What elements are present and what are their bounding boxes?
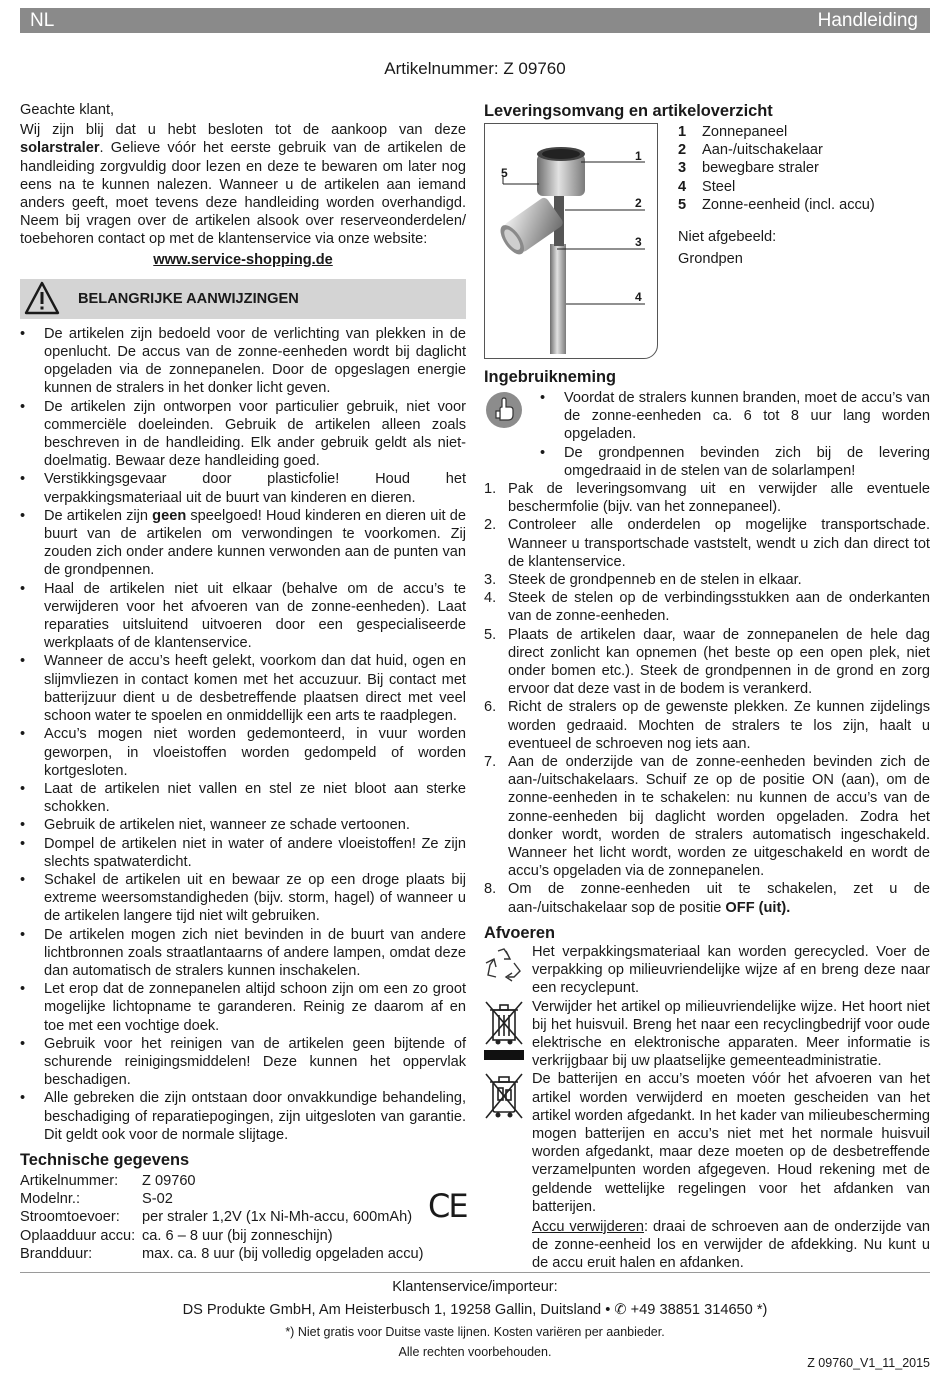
ce-mark-icon: CE [428, 1186, 467, 1225]
list-item: • De grondpennen bevinden zich bij de levering omgedraaid in de stelen van de solarlampen! [516, 444, 930, 480]
table-row: Artikelnummer: Z 09760 [20, 1172, 196, 1189]
list-item: • Laat de artikelen niet vallen en stel ze niet bloot aan sterke schokken. [20, 780, 466, 816]
list-item: • Gebruik de artikelen niet, wanneer ze schade vertoonen. [20, 816, 466, 834]
weee-bin-icon [484, 1000, 524, 1062]
list-item: 6. Richt de stralers op de gewenste plekken. Ze kunnen zijdelings worden gedraaid. Mochten de stralers te los zijn, haalt u eventueel de schroeven nog iets aan. [484, 699, 930, 752]
list-item: • De artikelen mogen zich niet bevinden in de buurt van andere lichtbronnen zoals straatlantaarns of andere lampen, omdat deze dan automatisch de stralers kunnen inschakelen. [20, 926, 466, 981]
disposal-packaging: Het verpakkingsmateriaal kan worden gerecycled. Voer de verpakking op milieuvriendelijke wijze af en breng deze naar een recyclepunt. [484, 943, 930, 998]
list-item: 2 Aan-/uitschakelaar [678, 142, 823, 159]
list-item: • Let erop dat de zonnepanelen altijd schoon zijn om een zo groot mogelijke lichtopname te garanderen. Reinig ze daarom af en toe met een vochtige doek. [20, 980, 466, 1035]
disposal-batteries: De batterijen en accu’s moeten vóór het afvoeren van het artikel worden verwijderd en moeten gescheiden van het artikel worden afgedankt. In het kader van milieubescherming mogen batterijen en accu’s niet met het normale huisvuil worden afgedankt, maar deze moeten op de desbetreffende verzamelpunten worden afgegeven. Houd rekening met de geldende wettelijke regelingen voor het afdanken van batterijen. Accu verwijderen: draai de schroeven aan de onderzijde van de zonne-eenheid los en verwijder de afdekking. Nu kunt u de accu eruit halen en afdanken. [484, 1070, 930, 1272]
document-version: Z 09760_V1_11_2015 [807, 1356, 930, 1370]
list-item: 2. Controleer alle onderdelen op mogelijke transportschade. Wanneer u transportschade vaststelt, wendt u zich dan direct tot de klantenservice. [484, 517, 930, 570]
solar-spotlight-icon [485, 124, 658, 359]
delivery-section [484, 123, 930, 361]
language-code: NL [30, 10, 55, 31]
list-item: • Haal de artikelen niet uit elkaar (behalve om de accu’s te verwijderen voor het afvoeren van de zonne-eenheden). Laat reparaties uitsluitend uitvoeren door een gespecialiseerde werkplaats of de klantenservice. [20, 580, 466, 653]
footer-rights: Alle rechten voorbehouden. [398, 1345, 552, 1359]
list-item: 3. Steek de grondpenneb en de stelen in elkaar. [484, 572, 802, 589]
footer-service-label: Klantenservice/importeur: [392, 1279, 558, 1295]
list-item: 1. Pak de leveringsomvang uit en verwijder alle eventuele beschermfolie (bijv. van het zonnepaneel). [484, 481, 930, 516]
list-item: • De artikelen zijn ontworpen voor particulier gebruik, niet voor commerciële doeleinden. Gebruik de artikelen alleen zoals beschreven in de handleiding. Elk ander gebruik geldt als niet-doelmatig. Bewaar deze handleiding goed. [20, 398, 466, 471]
list-item: • Gebruik voor het reinigen van de artikelen geen bijtende of schurende reinigingsmiddelen! Deze kunnen het oppervlak beschadigen. [20, 1035, 466, 1090]
header-bar [20, 8, 930, 33]
right-column [484, 101, 930, 1273]
list-item: • Dompel de artikelen niet in water of andere vloeistoffen! Ze zijn slechts spatwaterdicht. [20, 835, 466, 871]
warning-triangle-icon [24, 281, 60, 315]
usage-steps [484, 480, 930, 917]
list-item: • Accu’s mogen niet worden gedemonteerd, in vuur worden geworpen, in vloeistoffen worden gedompeld of worden kortgesloten. [20, 725, 466, 780]
list-item: 4. Steek de stelen op de verbindingsstukken aan de onderkanten van de zonne-eenheden. [484, 590, 930, 625]
tech-specs-table [20, 1172, 466, 1263]
table-row: Oplaadduur accu: ca. 6 – 8 uur (bij zonneschijn) [20, 1227, 333, 1244]
delivery-title: Leveringsomvang en artikeloverzicht [484, 102, 773, 120]
list-item: • De artikelen zijn bedoeld voor de verlichting van plekken in de openlucht. De accus van de zonne-eenheden wordt bij daglicht opgeladen via de zonnepanelen. Door de opgeslagen energie kunnen de stralers in het donker licht geven. [20, 325, 466, 398]
article-number-title: Artikelnummer: Z 09760 [384, 59, 566, 78]
usage-notes [484, 389, 930, 480]
warnings-header [20, 279, 466, 319]
list-item: • De artikelen zijn geen speelgoed! Houd kinderen en dieren uit de buurt van de artikelen om verwondingen te voorkomen. Zij zouden zich onder andere kunnen verwonden aan de punten van de grondpennen. [20, 507, 466, 580]
list-item: • Verstikkingsgevaar door plasticfolie! Houd het verpakkingsmateriaal uit de buurt van kinderen en dieren. [20, 470, 466, 506]
disposal-weee: Verwijder het artikel op milieuvriendelijke wijze. Het hoort niet bij het huisvuil. Breng het naar een recyclingbedrijf voor oude elektrische en elektronische apparaten. Meer informatie is verkrijgbaar bij uw plaatselijke gemeenteadministratie. [484, 998, 930, 1071]
list-item: • Voordat de stralers kunnen branden, moet de accu’s van de zonne-eenheden ca. 6 tot 8 uur lang worden opgeladen. [516, 389, 930, 444]
footer-company: DS Produkte GmbH, Am Heisterbusch 1, 19258 Gallin, Duitsland • ✆ +49 38851 314650 *) [182, 1302, 768, 1318]
footer-divider [20, 1272, 930, 1273]
callout-1: 1 [635, 149, 642, 163]
list-item: 5. Plaats de artikelen daar, waar de zonnepanelen de hele dag direct zonlicht kan opnemen (het beste op een open plek, niet onder bomen etc.). Steek de grondpennen in de grond en zorg ervoor dat deze vast in de bodem is verankerd. [484, 626, 930, 698]
parts-list [678, 123, 930, 268]
footer-note: *) Niet gratis voor Duitse vaste lijnen. Kosten variëren per aanbieder. [285, 1325, 665, 1339]
recycle-icon [484, 945, 524, 985]
product-name: solarstraler [20, 140, 100, 157]
list-item: 8. Om de zonne-eenheden uit te schakelen, zet u de aan-/uitschakelaar sop de positie OFF (uit). [484, 881, 930, 916]
not-shown-label: Niet afgebeeld: [678, 229, 777, 246]
battery-bin-icon [484, 1072, 524, 1122]
list-item: • Alle gebreken die zijn ontstaan door onvakkundige behandeling, beschadiging of reparatiepogingen, zijn uitgesloten van garantie. Dit geldt ook voor de normale slijtage. [20, 1089, 466, 1144]
not-shown-item: Grondpen [678, 251, 743, 268]
list-item: 4 Steel [678, 178, 736, 195]
callout-3: 3 [635, 235, 642, 249]
website-link[interactable]: www.service-shopping.de [153, 251, 333, 268]
left-column [20, 101, 466, 1263]
list-item: • Wanneer de accu’s heeft gelekt, voorkom dan dat huid, ogen en slijmvliezen in contact komen met het accuzuur. Bij contact met batterijzuur dient u de desbetreffende plaatsen direct met veel schoon water te spoelen en onmiddellijk een arts te raadplegen. [20, 652, 466, 725]
table-row: Modelnr.: S-02 [20, 1191, 173, 1208]
list-item: 1 Zonnepaneel [678, 124, 788, 140]
callout-5: 5 [501, 166, 508, 180]
list-item: • Schakel de artikelen uit en bewaar ze op een droge plaats bij extreme weersomstandigheden (bijv. storm, hagel) of wanneer u de artikelen langere tijd niet wilt gebruiken. [20, 871, 466, 926]
callout-2: 2 [635, 196, 642, 210]
list-item: 7. Aan de onderzijde van de zonne-eenheden bevinden zich de aan-/uitschakelaars. Schuif ze op de positie ON (aan), om de zonne-eenheden in te schakelen: nu kunnen de accu’s van de zonne-eenheden bij daglicht worden opgeladen. Zodra het donker wordt, worden de stralers automatisch ingeschakeld. Wanneer het licht wordt, worden ze uitgeschakeld en wordt de accu’s opgeladen via de zonnepanelen. [484, 754, 930, 880]
document-type: Handleiding [817, 10, 918, 31]
tech-specs-title: Technische gegevens [20, 1150, 190, 1169]
warnings-title: BELANGRIJKE AANWIJZINGEN [78, 290, 299, 307]
callout-4: 4 [635, 290, 642, 304]
product-illustration [484, 123, 658, 359]
table-row: Stroomtoevoer: per straler 1,2V (1x Ni-Mh-accu, 600mAh) [20, 1209, 413, 1226]
intro-paragraph: Wij zijn blij dat u hebt besloten tot de aankoop van deze solarstraler. Gelieve vóór het eerste gebruik van de artikelen de handleiding zorgvuldig door lezen en deze te bewaren om later nog eens na te kunnen nalezen. Wanneer u de artikelen aan iemand anders geeft, moet tevens deze handleiding worden overhandigd. Neem bij vragen over de artikelen alsook over reserveonderdelen/ toebehoren contact op met de klantenservice via onze website: [20, 122, 466, 248]
warnings-list [20, 325, 466, 1144]
battery-removal: Accu verwijderen: draai de schroeven aan de onderzijde van de zonne-eenheid los en verwijder de afdekking. Nu kunt u de accu eruit halen en afdanken. [532, 1218, 931, 1272]
list-item: 5 Zonne-eenheid (incl. accu) [678, 196, 875, 213]
list-item: 3 bewegbare straler [678, 160, 819, 177]
usage-title: Ingebruikneming [484, 368, 617, 386]
greeting: Geachte klant, [20, 102, 115, 118]
table-row: Brandduur: max. ca. 8 uur (bij volledig opgeladen accu) [20, 1245, 424, 1262]
disposal-title: Afvoeren [484, 923, 556, 942]
